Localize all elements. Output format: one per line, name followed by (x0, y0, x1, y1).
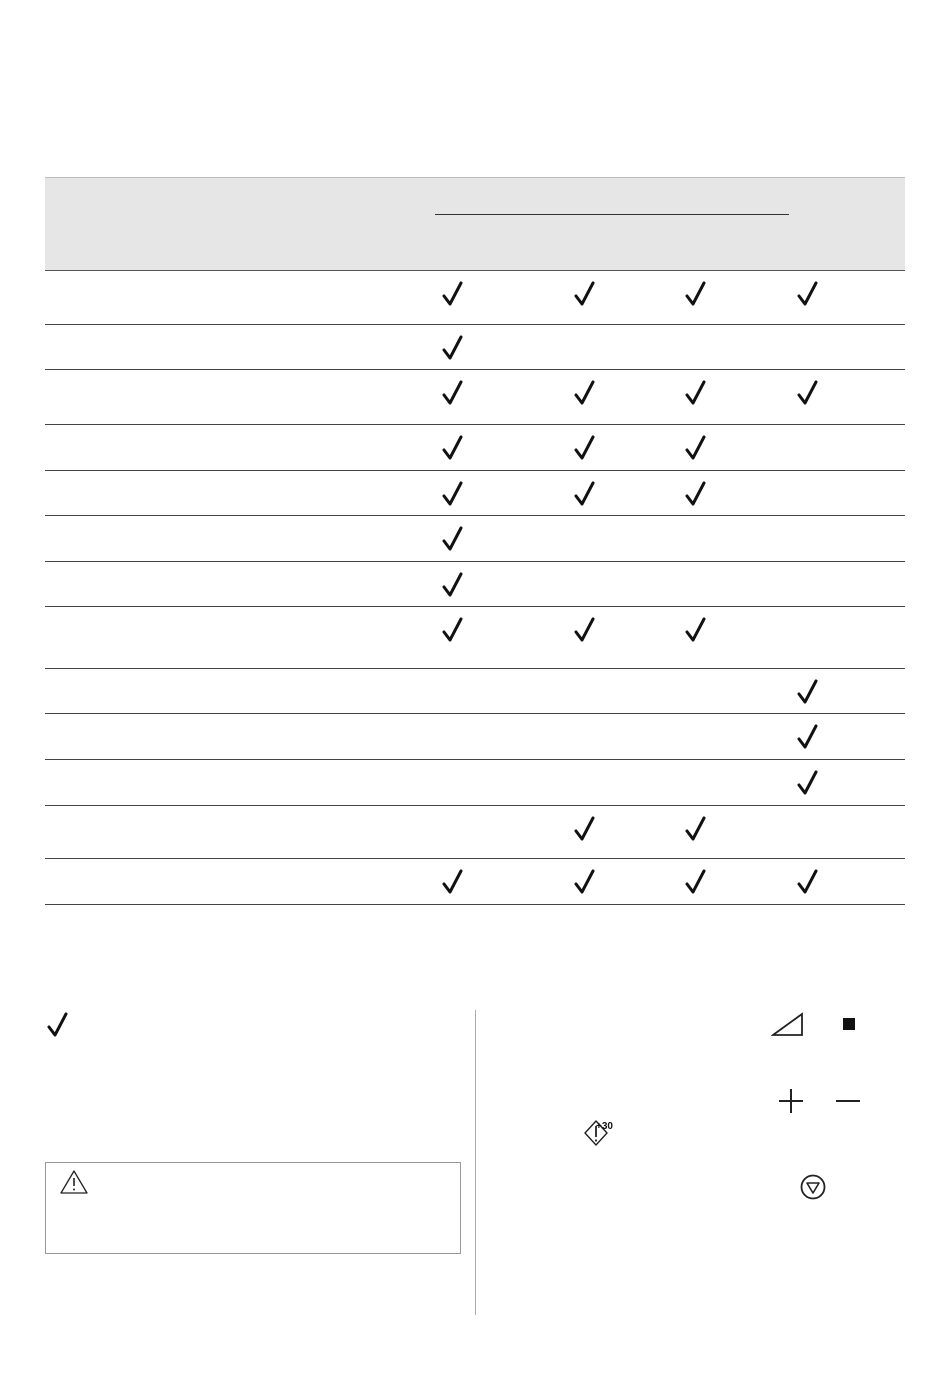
drain-circle-icon (799, 1173, 827, 1201)
table-row (45, 471, 905, 516)
check-icon (574, 435, 596, 461)
check-icon (685, 380, 707, 406)
check-icon (685, 481, 707, 507)
ramp-triangle-icon (771, 1012, 805, 1038)
minus-icon (835, 1092, 861, 1110)
check-icon (442, 380, 464, 406)
check-icon (442, 617, 464, 643)
check-icon (574, 481, 596, 507)
check-icon (797, 679, 819, 705)
check-icon (797, 380, 819, 406)
table-row (45, 562, 905, 607)
table-row (45, 271, 905, 325)
check-icon (442, 481, 464, 507)
table-row (45, 607, 905, 669)
rinse-badge-text: +30 (596, 1121, 613, 1132)
table-body (45, 271, 905, 905)
check-icon (574, 380, 596, 406)
table-row (45, 859, 905, 905)
table-header (45, 177, 905, 271)
check-icon (442, 869, 464, 895)
check-icon (574, 816, 596, 842)
plus-icon (778, 1088, 804, 1114)
table-row (45, 425, 905, 471)
warning-triangle-icon (59, 1169, 89, 1195)
check-icon (685, 869, 707, 895)
table-row (45, 325, 905, 370)
check-icon (685, 281, 707, 307)
check-icon (685, 435, 707, 461)
header-group-rule (435, 214, 789, 215)
check-icon (442, 335, 464, 361)
table-row (45, 516, 905, 562)
check-icon (797, 281, 819, 307)
program-options-table (45, 177, 905, 905)
check-icon (574, 281, 596, 307)
check-icon (574, 617, 596, 643)
check-icon (797, 770, 819, 796)
table-row (45, 714, 905, 760)
check-icon (685, 617, 707, 643)
check-icon (685, 816, 707, 842)
check-icon (442, 435, 464, 461)
rinse-plus-30-icon (580, 1118, 620, 1148)
table-row (45, 760, 905, 806)
check-icon (574, 869, 596, 895)
check-icon (442, 526, 464, 552)
table-row (45, 669, 905, 714)
stop-square-icon (842, 1017, 856, 1031)
warning-box (45, 1162, 461, 1254)
check-icon (47, 1012, 69, 1038)
check-icon (797, 724, 819, 750)
check-icon (797, 869, 819, 895)
table-row (45, 806, 905, 859)
check-icon (442, 572, 464, 598)
table-row (45, 370, 905, 425)
check-icon (442, 281, 464, 307)
column-divider (475, 1010, 476, 1315)
